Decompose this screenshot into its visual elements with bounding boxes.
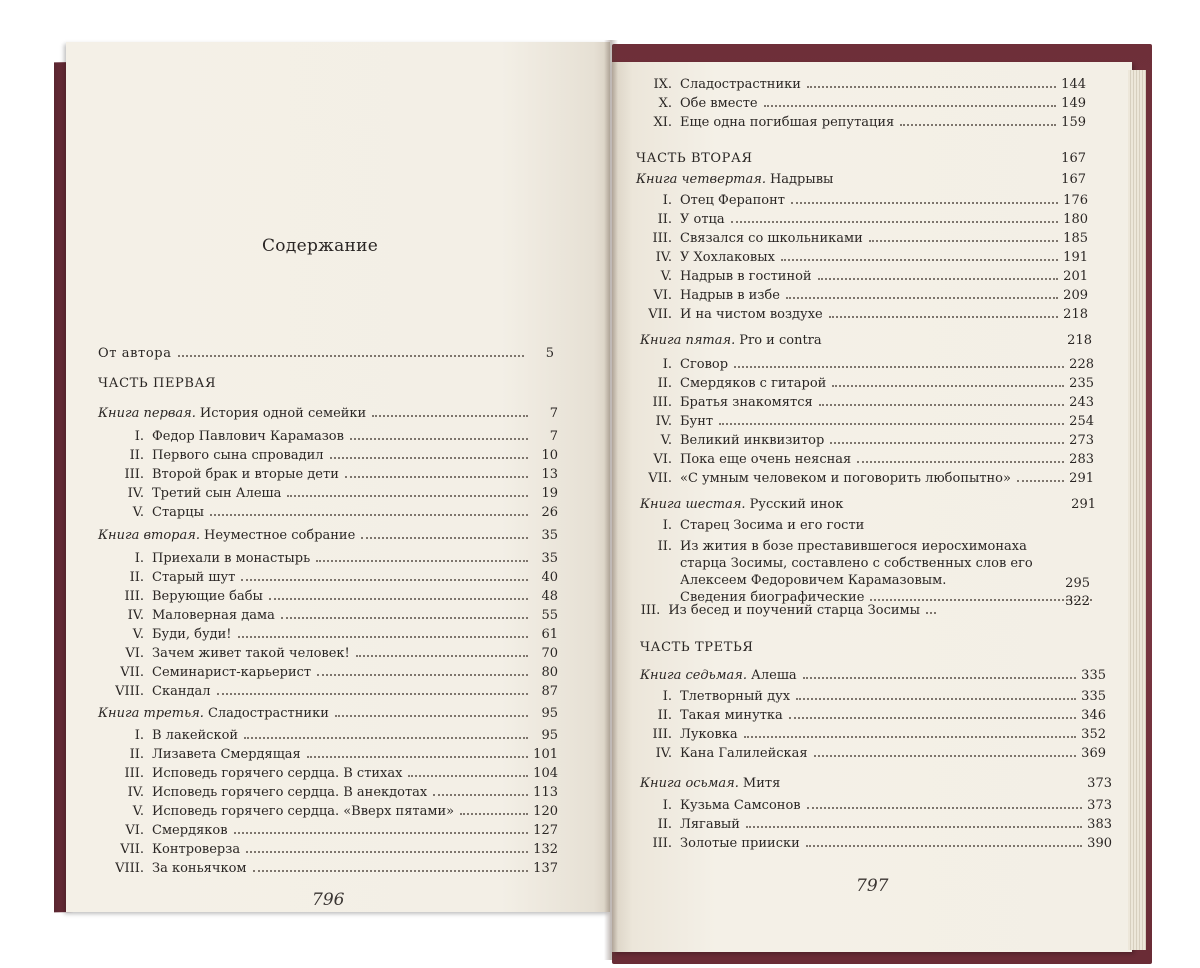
entry-page: 180 <box>1063 212 1088 227</box>
left-page-number: 796 <box>312 890 345 910</box>
entry-page: 235 <box>1069 376 1094 391</box>
chapter-title: Тлетворный дух <box>680 689 791 704</box>
entry-page: 70 <box>541 646 558 661</box>
chapter-number: III. <box>640 603 661 618</box>
entry-page: 228 <box>1069 357 1094 372</box>
dot-leader <box>806 845 1082 847</box>
book-title: История одной семейки <box>199 406 367 421</box>
chapter-title: Маловерная дама <box>152 608 275 623</box>
entry-page: 390 <box>1087 836 1112 851</box>
chapter-entry <box>104 861 558 876</box>
dot-leader <box>361 537 528 539</box>
chapter-number: VI. <box>653 452 672 467</box>
chapter-title: Великий инквизитор <box>680 433 825 448</box>
entry-page: 55 <box>541 608 558 623</box>
chapter-entry <box>104 747 558 762</box>
chapter-entry <box>640 231 1088 246</box>
entry-page: 48 <box>541 589 558 604</box>
chapter-entry <box>104 665 558 680</box>
chapter-title: Золотые прииски <box>680 836 800 851</box>
book-label: Книга вторая. <box>98 528 200 543</box>
dot-leader <box>238 636 528 638</box>
entry-page: 95 <box>541 728 558 743</box>
chapter-entry <box>640 193 1088 208</box>
dot-leader <box>857 461 1064 463</box>
chapter-entry <box>640 689 1106 704</box>
chapter-number: II. <box>657 708 672 723</box>
entry-page: 369 <box>1081 746 1106 761</box>
dot-leader <box>734 366 1064 368</box>
book-label: Книга пятая. <box>640 333 736 348</box>
chapter-title: Бунт <box>680 414 714 429</box>
chapter-number: V. <box>660 433 672 448</box>
entry-page: 40 <box>541 570 558 585</box>
chapter-number: IV. <box>655 250 672 265</box>
dot-leader <box>807 807 1082 809</box>
spacer <box>759 160 1056 162</box>
chapter-title: Лягавый <box>680 817 740 832</box>
chapter-entry <box>640 376 1094 391</box>
chapter-title-line1: Из жития в бозе преставившегося иеросхимонаха <box>680 539 1027 554</box>
chapter-entry <box>640 269 1088 284</box>
chapter-number: I. <box>134 429 144 444</box>
entry-page: 5 <box>545 346 554 361</box>
entry-page: 80 <box>541 665 558 680</box>
entry-page: 149 <box>1061 96 1086 111</box>
entry-page: 291 <box>1069 471 1094 486</box>
chapter-number: V. <box>660 269 672 284</box>
entry-page: 167 <box>1061 151 1086 166</box>
entry-page: 10 <box>541 448 558 463</box>
entry-page: 35 <box>541 551 558 566</box>
dot-leader <box>335 715 528 717</box>
part-two-heading <box>636 151 1086 166</box>
entry-page: 101 <box>533 747 558 762</box>
entry-page: 7 <box>549 429 558 444</box>
entry-page: 383 <box>1087 817 1112 832</box>
dot-leader <box>819 404 1064 406</box>
spacer <box>828 342 1062 344</box>
chapter-entry <box>104 785 558 800</box>
chapter-title: Отец Ферапонт <box>680 193 785 208</box>
chapter-title: Контроверза <box>152 842 241 857</box>
entry-page-295 <box>1064 576 1090 591</box>
chapter-title: Такая минутка <box>680 708 783 723</box>
book5-heading <box>640 333 1092 348</box>
chapter-title: В лакейской <box>152 728 239 743</box>
chapter-title: Обе вместе <box>680 96 758 111</box>
dot-leader <box>460 813 528 815</box>
entry-page: 254 <box>1069 414 1094 429</box>
chapter-title: Федор Павлович Карамазов <box>152 429 344 444</box>
chapter-number: II. <box>129 448 144 463</box>
dot-leader <box>433 794 528 796</box>
chapter-entry <box>640 395 1094 410</box>
book-gutter <box>604 40 618 960</box>
entry-page: 167 <box>1061 172 1086 187</box>
chapter-number: V. <box>132 505 144 520</box>
chapter-number: II. <box>657 376 672 391</box>
dot-leader <box>244 737 528 739</box>
chapter-title: Сладострастники <box>680 77 801 92</box>
chapter-entry <box>640 307 1088 322</box>
chapter-title: Скандал <box>152 684 211 699</box>
book2-heading <box>98 528 558 543</box>
chapter-number: III. <box>124 467 144 482</box>
chapter-number: VI. <box>653 288 672 303</box>
book-title: Алеша <box>751 668 797 683</box>
dot-leader <box>408 775 528 777</box>
spacer <box>786 785 1082 787</box>
entry-page: 201 <box>1063 269 1088 284</box>
dot-leader <box>246 851 528 853</box>
dot-leader <box>345 476 528 478</box>
spacer <box>849 506 1066 508</box>
dot-leader <box>744 736 1076 738</box>
chapter-number: VI. <box>125 823 144 838</box>
dot-leader <box>241 579 528 581</box>
chapter-number: I. <box>662 689 672 704</box>
chapter-title: Зачем живет такой человек! <box>152 646 350 661</box>
entry-page: 346 <box>1081 708 1106 723</box>
entry-page: 283 <box>1069 452 1094 467</box>
chapter-title: Из бесед и поучений старца Зосимы <box>668 603 920 618</box>
chapter-entry <box>640 77 1086 92</box>
book-title: Сладострастники <box>207 706 329 721</box>
dot-leader <box>829 316 1058 318</box>
chapter-title: Исповедь горячего сердца. В анекдотах <box>152 785 428 800</box>
chapter-entry <box>104 570 558 585</box>
toc-author-entry <box>98 346 554 361</box>
entry-page: 273 <box>1069 433 1094 448</box>
chapter-entry <box>104 766 558 781</box>
chapter-entry <box>640 518 1096 533</box>
chapter-title: Второй брак и вторые дети <box>152 467 339 482</box>
dot-leader <box>350 438 528 440</box>
chapter-entry <box>640 96 1086 111</box>
spacer <box>839 181 1056 183</box>
chapter-number: III. <box>652 395 672 410</box>
entry-page: 373 <box>1087 798 1112 813</box>
chapter-number: VII. <box>120 665 144 680</box>
chapter-number: IV. <box>655 746 672 761</box>
chapter-entry <box>640 414 1094 429</box>
chapter-number: V. <box>132 627 144 642</box>
entry-page: 61 <box>541 627 558 642</box>
dot-leader <box>316 560 528 562</box>
chapter-number: I. <box>134 728 144 743</box>
book7-heading <box>640 668 1106 683</box>
book-label: Книга третья. <box>98 706 204 721</box>
book-title: Надрывы <box>769 172 834 187</box>
entry-page: 87 <box>541 684 558 699</box>
chapter-entry <box>104 608 558 623</box>
chapter-title: У Хохлаковых <box>680 250 775 265</box>
right-page-number: 797 <box>856 876 889 896</box>
chapter-entry <box>640 212 1088 227</box>
entry-page: 209 <box>1063 288 1088 303</box>
dot-leader <box>356 655 528 657</box>
chapter-title: Верующие бабы <box>152 589 263 604</box>
dot-leader <box>870 599 1092 601</box>
chapter-number: XI. <box>653 115 672 130</box>
book6-heading <box>640 497 1096 512</box>
entry-page: 26 <box>541 505 558 520</box>
chapter-entry <box>640 746 1106 761</box>
chapter-number: IX. <box>653 77 672 92</box>
dot-leader <box>217 693 529 695</box>
dot-leader <box>796 698 1076 700</box>
chapter-title: Исповедь горячего сердца. «Вверх пятами» <box>152 804 455 819</box>
chapter-number: IV. <box>127 608 144 623</box>
chapter-entry <box>104 842 558 857</box>
book8-heading <box>640 776 1112 791</box>
chapter-title: Братья знакомятся <box>680 395 813 410</box>
chapter-title: Смердяков <box>152 823 228 838</box>
dot-leader <box>372 415 528 417</box>
book-label: Книга четвертая. <box>636 172 766 187</box>
chapter-entry <box>640 433 1094 448</box>
chapter-entry <box>104 486 558 501</box>
chapter-title: Связался со школьниками <box>680 231 863 246</box>
chapter-title: У отца <box>680 212 725 227</box>
dot-leader <box>731 221 1058 223</box>
chapter-title: Исповедь горячего сердца. В стихах <box>152 766 403 781</box>
entry-page: 144 <box>1061 77 1086 92</box>
entry-page: 13 <box>541 467 558 482</box>
dot-leader <box>281 617 528 619</box>
dot-leader <box>269 598 528 600</box>
dot-leader <box>178 355 524 357</box>
chapter-number: V. <box>132 804 144 819</box>
entry-page: 352 <box>1081 727 1106 742</box>
chapter-entry <box>104 551 558 566</box>
entry-page: 191 <box>1063 250 1088 265</box>
chapter-number: VII. <box>648 307 672 322</box>
entry-page: 176 <box>1063 193 1088 208</box>
chapter-number: I. <box>134 551 144 566</box>
chapter-number: III. <box>652 231 672 246</box>
dot-leader <box>317 674 528 676</box>
chapter-number: IV. <box>655 414 672 429</box>
book-label: Книга первая. <box>98 406 196 421</box>
chapter-number: II. <box>129 747 144 762</box>
chapter-number: VI. <box>125 646 144 661</box>
dot-leader <box>746 826 1082 828</box>
chapter-title: Луковка <box>680 727 738 742</box>
dot-leader <box>786 297 1058 299</box>
chapter-title: «С умным человеком и поговорить любопытно» <box>680 471 1011 486</box>
chapter-entry <box>640 250 1088 265</box>
chapter-number: I. <box>662 357 672 372</box>
spacer <box>870 527 1092 529</box>
dot-leader <box>803 677 1076 679</box>
chapter-title: Еще одна погибшая репутация <box>680 115 895 130</box>
chapter-number: II. <box>657 212 672 227</box>
dot-leader <box>253 870 528 872</box>
chapter-entry <box>104 448 558 463</box>
chapter-title: Старцы <box>152 505 204 520</box>
dot-leader <box>719 423 1064 425</box>
chapter-title: За коньячком <box>152 861 247 876</box>
chapter-entry <box>104 728 558 743</box>
entry-page: 159 <box>1061 115 1086 130</box>
dot-leader <box>781 259 1058 261</box>
entry-page: 113 <box>533 785 558 800</box>
dot-leader <box>1017 480 1064 482</box>
entry-page: 218 <box>1067 333 1092 348</box>
entry-page: 19 <box>541 486 558 501</box>
chapter-number: II. <box>129 570 144 585</box>
chapter-entry <box>640 357 1094 372</box>
chapter-title: И на чистом воздухе <box>680 307 823 322</box>
chapter-entry <box>640 708 1106 723</box>
book-title: Неуместное собрание <box>203 528 356 543</box>
chapter-entry <box>640 817 1112 832</box>
entry-page: 7 <box>549 406 558 421</box>
chapter-number: VII. <box>120 842 144 857</box>
entry-page: 291 <box>1071 497 1096 512</box>
chapter-number: III. <box>652 836 672 851</box>
dot-leader <box>330 457 528 459</box>
entry-page: 137 <box>533 861 558 876</box>
entry-page: 335 <box>1081 668 1106 683</box>
chapter-entry <box>104 429 558 444</box>
book-title: Русский инок <box>749 497 844 512</box>
chapter-title: Семинарист-карьерист <box>152 665 312 680</box>
entry-page: 322 <box>1065 594 1090 609</box>
dot-leader <box>287 495 528 497</box>
chapter-title: Старый шут <box>152 570 236 585</box>
entry-page: 104 <box>533 766 558 781</box>
dot-leader <box>807 86 1056 88</box>
chapter-title: Буди, буди! <box>152 627 232 642</box>
chapter-entry <box>104 823 558 838</box>
chapter-number: II. <box>657 817 672 832</box>
chapter-title: Сговор <box>680 357 729 372</box>
chapter-number: III. <box>652 727 672 742</box>
chapter-title: Старец Зосима и его гости <box>680 518 865 533</box>
chapter-number: VII. <box>648 471 672 486</box>
book-title: Pro и contra <box>739 333 822 348</box>
dot-leader <box>789 717 1076 719</box>
chapter-entry <box>640 452 1094 467</box>
entry-page: 127 <box>533 823 558 838</box>
entry-page: 35 <box>541 528 558 543</box>
page-edges <box>1128 70 1146 950</box>
chapter-entry <box>640 115 1086 130</box>
chapter-entry <box>104 627 558 642</box>
entry-title: От автора <box>98 346 172 361</box>
chapter-title: Смердяков с гитарой <box>680 376 827 391</box>
entry-page: 95 <box>541 706 558 721</box>
chapter-entry <box>104 804 558 819</box>
entry-page: 243 <box>1069 395 1094 410</box>
chapter-number: I. <box>662 518 672 533</box>
chapter-entry <box>104 684 558 699</box>
entry-page: 120 <box>533 804 558 819</box>
part-three-heading: ЧАСТЬ ТРЕТЬЯ <box>640 640 754 655</box>
dot-leader <box>869 240 1058 242</box>
chapter-title: Первого сына спровадил <box>152 448 324 463</box>
chapter-title: Приехали в монастырь <box>152 551 311 566</box>
entry-page: 335 <box>1081 689 1106 704</box>
chapter-title: Лизавета Смердящая <box>152 747 301 762</box>
entry-page: 373 <box>1087 776 1112 791</box>
chapter-title: Кана Галилейская <box>680 746 808 761</box>
chapter-title-line4: Сведения биографические <box>680 590 865 605</box>
dot-leader <box>764 105 1056 107</box>
part-one-heading: ЧАСТЬ ПЕРВАЯ <box>98 376 217 391</box>
toc-title: Содержание <box>262 236 379 256</box>
chapter-entry <box>104 467 558 482</box>
entry-page: 218 <box>1063 307 1088 322</box>
dot-leader <box>818 278 1058 280</box>
book-title: Митя <box>742 776 781 791</box>
book4-heading <box>636 172 1086 187</box>
dot-leader <box>791 202 1058 204</box>
dot-leader <box>832 385 1064 387</box>
dot-leader <box>814 755 1076 757</box>
dot-leader <box>234 832 528 834</box>
dot-leader <box>307 756 528 758</box>
entry-page-322 <box>1064 594 1090 609</box>
chapter-title-line3: Алексеем Федоровичем Карамазовым. <box>680 573 947 588</box>
chapter-entry <box>640 288 1088 303</box>
chapter-number: II. <box>657 539 672 554</box>
book1-heading <box>98 406 558 421</box>
part-title: ЧАСТЬ ВТОРАЯ <box>636 151 753 166</box>
chapter-number: III. <box>124 589 144 604</box>
entry-page: 132 <box>533 842 558 857</box>
chapter-number: I. <box>662 193 672 208</box>
chapter-entry <box>104 589 558 604</box>
dot-leader <box>210 514 528 516</box>
chapter-title: Пока еще очень неясная <box>680 452 852 467</box>
chapter-entry <box>104 505 558 520</box>
book3-heading <box>98 706 558 721</box>
chapter-title: Кузьма Самсонов <box>680 798 801 813</box>
chapter-number: IV. <box>127 486 144 501</box>
entry-page: 295 <box>1065 576 1090 591</box>
dot-leader <box>830 442 1064 444</box>
chapter-number: VIII. <box>115 684 144 699</box>
chapter-entry <box>640 603 940 618</box>
chapter-title-line2: старца Зосимы, составлено с собственных слов его <box>680 556 1033 571</box>
chapter-number: IV. <box>127 785 144 800</box>
dot-leader <box>900 124 1056 126</box>
book-label: Книга шестая. <box>640 497 746 512</box>
chapter-entry <box>640 727 1106 742</box>
chapter-title: Надрыв в избе <box>680 288 780 303</box>
chapter-entry <box>640 471 1094 486</box>
chapter-title: Надрыв в гостиной <box>680 269 812 284</box>
chapter-entry-multiline <box>640 538 1096 606</box>
entry-page: 185 <box>1063 231 1088 246</box>
chapter-number: X. <box>658 96 672 111</box>
dot-leader <box>926 612 936 614</box>
chapter-entry <box>640 798 1112 813</box>
chapter-number: III. <box>124 766 144 781</box>
chapter-title: Третий сын Алеша <box>152 486 282 501</box>
book-label: Книга седьмая. <box>640 668 748 683</box>
chapter-number: VIII. <box>115 861 144 876</box>
book-label: Книга осьмая. <box>640 776 739 791</box>
chapter-entry <box>104 646 558 661</box>
chapter-number: I. <box>662 798 672 813</box>
chapter-entry <box>640 836 1112 851</box>
